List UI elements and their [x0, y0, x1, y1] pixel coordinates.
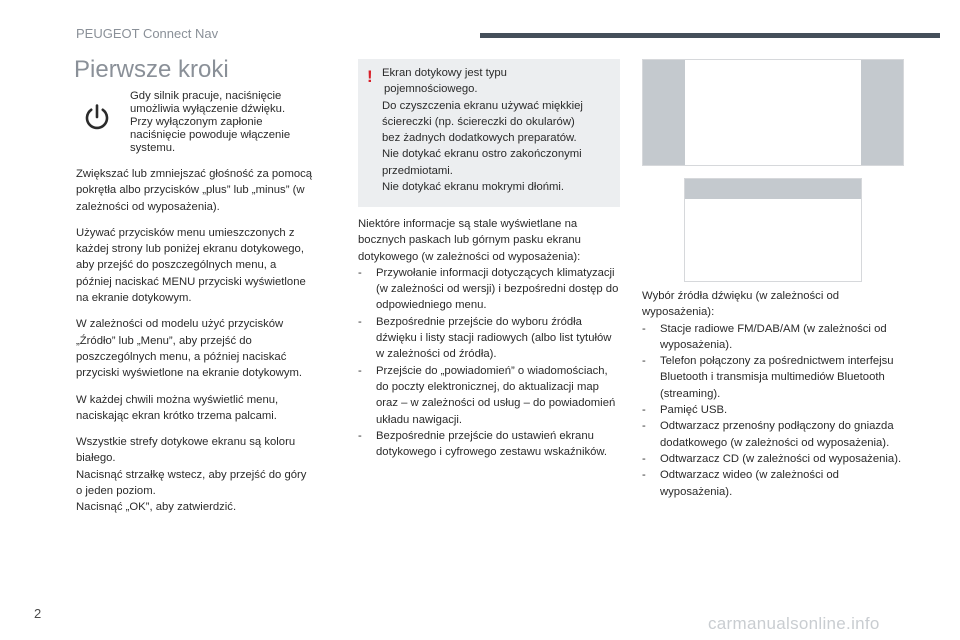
list-item-text: Odtwarzacz przenośny podłączony do gniazda dodatkowego (w zależności od wyposażenia).: [660, 420, 894, 449]
bullet-dash: -: [642, 469, 646, 482]
list-item: [358, 265, 620, 314]
screen-illustration-sidebars: [642, 59, 904, 166]
list-item-text: Stacje radiowe FM/DAB/AM (w zależności od wyposażenia).: [660, 322, 887, 351]
list-item-text: Bezpośrednie przejście do wyboru źródła dźwięku i listy stacji radiowych (albo list tytułów w zależności od źródła).: [376, 315, 612, 361]
warning-line: Nie dotykać ekranu mokrymi dłońmi.: [382, 181, 565, 194]
warning-line: ściereczki (np. ściereczki do okularów): [382, 115, 575, 128]
list-item: [358, 363, 620, 428]
screen-illustration-topbar: [684, 178, 862, 282]
side-bar-right: [861, 60, 903, 165]
list-item-text: Pamięć USB.: [660, 404, 728, 417]
header-bar: [480, 33, 940, 38]
list-item: [642, 467, 904, 500]
warning-line: bez żadnych dodatkowych preparatów.: [382, 132, 577, 145]
warning-icon: !: [367, 67, 373, 86]
paragraph: Zwiększać lub zmniejszać głośność za pomocą pokrętła albo przycisków „plus” lub „minus” (w zależności od wyposażenia).: [76, 168, 313, 213]
warning-line: Do czyszczenia ekranu używać miękkiej: [382, 99, 583, 112]
warning-line: przedmiotami.: [382, 164, 453, 177]
list-item: [642, 418, 904, 451]
list-item: [642, 353, 904, 402]
list-item: [358, 428, 620, 461]
column-2-intro: Niektóre informacje są stale wyświetlane na bocznych paskach lub górnym pasku ekranu dotykowego (w zależności od wyposażenia):: [358, 218, 581, 263]
list-item-text: Przywołanie informacji dotyczących klimatyzacji (w zależności od wersji) i bezpośredni dostęp do odpowiedniego menu.: [376, 266, 619, 312]
power-icon: [82, 102, 112, 132]
paragraph: Wszystkie strefy dotykowe ekranu są koloru białego. Nacisnąć strzałkę wstecz, aby przejść do góry o jeden poziom. Nacisnąć „OK”, aby zatwierdzić.: [76, 436, 307, 514]
paragraph: W zależności od modelu użyć przycisków „Źródło” lub „Menu”, aby przejść do poszczególnych menu, a później naciskać przyciski wyświetlone na ekranie dotykowym.: [76, 318, 303, 380]
bullet-dash: -: [358, 429, 362, 442]
list-item-text: Bezpośrednie przejście do ustawień ekranu dotykowego i cyfrowego zestawu wskaźników.: [376, 429, 608, 459]
bullet-dash: -: [358, 364, 362, 377]
list-item: [642, 321, 904, 354]
bullet-dash: -: [642, 404, 646, 417]
paragraph: W każdej chwili można wyświetlić menu, naciskając ekran krótko trzema palcami.: [76, 393, 279, 422]
warning-text: [382, 65, 614, 195]
top-bar: [685, 179, 861, 199]
column-3-intro: Wybór źródła dźwięku (w zależności od wyposażenia):: [642, 290, 840, 319]
bullet-dash: -: [642, 420, 646, 433]
list-item: [642, 402, 904, 418]
warning-line: Ekran dotykowy jest typu: [382, 67, 507, 79]
column-3: [642, 288, 904, 500]
bullet-dash: -: [642, 355, 646, 368]
paragraph: Używać przycisków menu umieszczonych z każdej strony lub poniżej ekranu dotykowego, aby przejść do poszczególnych menu, a później naciskać MENU przyciski wyświetlone na ekranie dotykowym.: [76, 226, 306, 305]
watermark: carmanualsonline.info: [708, 614, 880, 633]
bullet-dash: -: [642, 322, 646, 335]
warning-line: Nie dotykać ekranu ostro zakończonymi: [382, 148, 582, 161]
list-item: [642, 451, 904, 467]
bullet-dash: -: [358, 315, 362, 328]
list-item-text: Odtwarzacz CD (w zależności od wyposażenia).: [660, 452, 902, 465]
warning-line: pojemnościowego.: [384, 83, 478, 96]
list-item-text: Odtwarzacz wideo (w zależności od wyposażenia).: [660, 469, 839, 498]
page-title: Pierwsze kroki: [74, 56, 229, 83]
list-item-text: Telefon połączony za pośrednictwem interfejsu Bluetooth i transmisja multimediów Bluetooth (streaming).: [660, 355, 894, 400]
list-item-text: Przejście do „powiadomień” o wiadomościach, do poczty elektronicznej, do aktualizacji map oraz – w zależności od usług – do powiadomień układu nawigacji.: [376, 364, 616, 426]
power-note: Gdy silnik pracuje, naciśnięcie umożliwia wyłączenie dźwięku. Przy wyłączonym zapłonie naciśnięcie powoduje włączenie systemu.: [130, 90, 291, 154]
side-bar-left: [643, 60, 685, 165]
page-number: 2: [34, 606, 42, 621]
bullet-dash: -: [642, 452, 646, 465]
bullet-dash: -: [358, 266, 362, 279]
column-1: [76, 166, 344, 526]
header-title: PEUGEOT Connect Nav: [76, 26, 219, 41]
list-item: [358, 314, 620, 363]
column-2: [358, 216, 620, 460]
